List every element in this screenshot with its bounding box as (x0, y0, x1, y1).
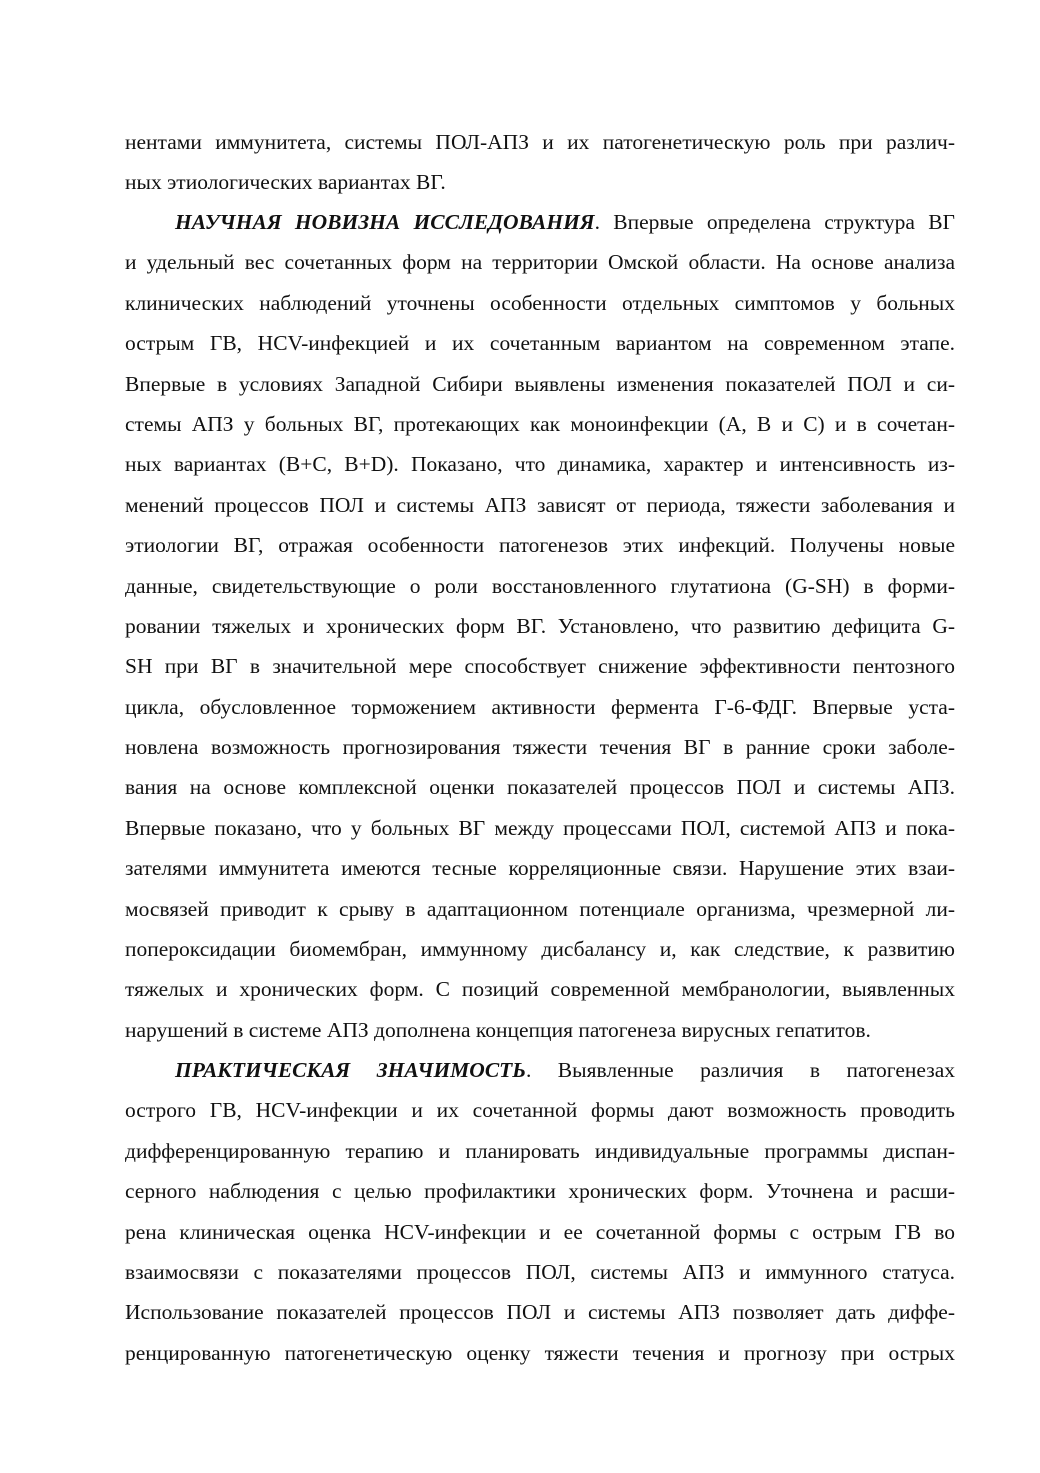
text-line: острым ГВ, HCV-инфекцией и их сочетанным вариантом на современном этапе. (125, 331, 955, 356)
text-line: ренцированную патогенетическую оценку тяжести течения и прогнозу при острых (125, 1340, 955, 1365)
text-line: SH при ВГ в значительной мере способствует снижение эффективности пентозного (125, 654, 955, 679)
text-run: . Выявленные различия в патогенезах (525, 1058, 955, 1082)
text-line: ных вариантах (В+С, В+D). Показано, что динамика, характер и интенсивность из- (125, 452, 955, 477)
text-line: менений процессов ПОЛ и системы АПЗ зависят от периода, тяжести заболевания и (125, 492, 955, 517)
paragraph-first-line (125, 1050, 955, 1090)
text-line: этиологии ВГ, отражая особенности патогенезов этих инфекций. Получены новые (125, 533, 955, 558)
text-line: мосвязей приводит к срыву в адаптационном потенциале организма, чрезмерной ли- (125, 896, 955, 921)
text-line: нентами иммунитета, системы ПОЛ-АПЗ и их патогенетическую роль при различ- (125, 130, 955, 154)
text-line: ровании тяжелых и хронических форм ВГ. Установлено, что развитию дефицита G- (125, 613, 955, 638)
text-line: тяжелых и хронических форм. С позиций современной мембранологии, выявленных (125, 977, 955, 1002)
paragraph-first-line (125, 202, 955, 242)
text-line: взаимосвязи с показателями процессов ПОЛ, системы АПЗ и иммунного статуса. (125, 1259, 955, 1284)
text-line: острого ГВ, HCV-инфекции и их сочетанной формы дают возможность проводить (125, 1098, 955, 1123)
text-line: дифференцированную терапию и планировать индивидуальные программы диспан- (125, 1138, 955, 1163)
text-line: серного наблюдения с целью профилактики хронических форм. Уточнена и расши- (125, 1179, 955, 1204)
text-line: и удельный вес сочетанных форм на территории Омской области. На основе анализа (125, 250, 955, 275)
text-line: Впервые в условиях Западной Сибири выявлены изменения показателей ПОЛ и си- (125, 371, 955, 396)
section-heading-novelty: НАУЧНАЯ НОВИЗНА ИССЛЕДОВАНИЯ (175, 210, 595, 234)
text-line: вания на основе комплексной оценки показателей процессов ПОЛ и системы АПЗ. (125, 775, 955, 800)
text-line: нарушений в системе АПЗ дополнена концепция патогенеза вирусных гепатитов. (125, 1017, 871, 1042)
paragraph-practical (125, 1050, 955, 1373)
text-line: зателями иммунитета имеются тесные корреляционные связи. Нарушение этих взаи- (125, 856, 955, 881)
text-line: Использование показателей процессов ПОЛ и системы АПЗ позволяет дать диффе- (125, 1300, 955, 1325)
text-line: клинических наблюдений уточнены особенности отдельных симптомов у больных (125, 290, 955, 315)
text-run: . Впервые определена структура ВГ (594, 210, 955, 234)
section-heading-practical: ПРАКТИЧЕСКАЯ ЗНАЧИМОСТЬ (175, 1058, 526, 1082)
text-line: ных этиологических вариантах ВГ. (125, 170, 446, 195)
text-line: данные, свидетельствующие о роли восстановленного глутатиона (G-SH) в форми- (125, 573, 955, 598)
text-line: попероксидации биомембран, иммунному дисбалансу и, как следствие, к развитию (125, 937, 955, 962)
text-line: рена клиническая оценка HCV-инфекции и ее сочетанной формы с острым ГВ во (125, 1219, 955, 1244)
paragraph-novelty (125, 202, 955, 1050)
text-line: цикла, обусловленное торможением активности фермента Г-6-ФДГ. Впервые уста- (125, 694, 955, 719)
text-line: Впервые показано, что у больных ВГ между процессами ПОЛ, системой АПЗ и пока- (125, 815, 955, 840)
text-line: новлена возможность прогнозирования тяжести течения ВГ в ранние сроки заболе- (125, 735, 955, 760)
paragraph-intro (125, 122, 955, 203)
text-line: стемы АПЗ у больных ВГ, протекающих как моноинфекции (А, В и С) и в сочетан- (125, 411, 955, 436)
